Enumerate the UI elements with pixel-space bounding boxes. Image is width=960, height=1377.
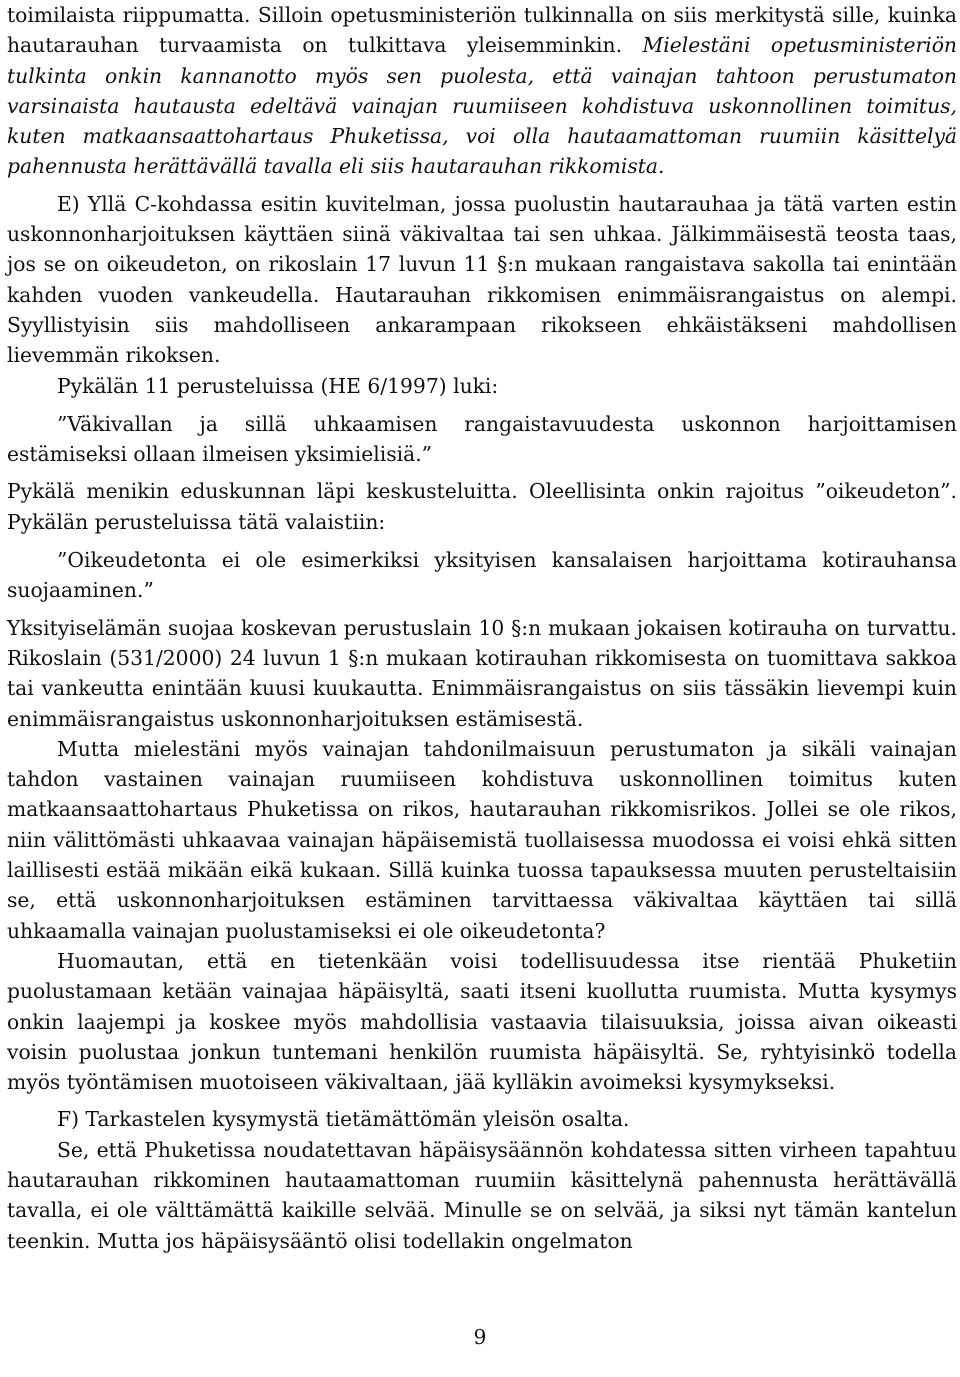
- intro-paragraph: [7, 0, 957, 182]
- intro-lead-text: toimilaista riippumatta. Silloin opetusministeriön tulkinnalla on siis merkitystä sille, kuinka hautarauhan turvaamista on tulkittava yleisemminkin.: [7, 3, 957, 58]
- section-f-heading: F) Tarkastelen kysymystä tietämättömän yleisön osalta.: [57, 1107, 630, 1132]
- page-number: 9: [473, 1325, 487, 1349]
- huomautan-paragraph: Huomautan, että en tietenkään voisi todellisuudessa itse rientää Phuketiin puolustamaan ketään vainajaa häpäisyltä, saati itseni kuollutta ruumista. Mutta kysymys onkin laajempi ja koskee myös mahdollisia vastaavia tilaisuuksia, joissa aivan oikeasti voisin puolustaa jonkun tuntemani henkilön ruumista häpäisyltä. Se, ryhtyisinkö todella myös työntämisen muotoiseen väkivaltaan, jää kylläkin avoimeksi kysymykseksi.: [7, 948, 957, 1095]
- block-quote-2: ”Oikeudetonta ei ole esimerkiksi yksityisen kansalaisen harjoittama kotirauhansa suojaaminen.”: [7, 548, 957, 603]
- after-quote-1-paragraph: Pykälä menikin eduskunnan läpi keskusteluitta. Oleellisinta onkin rajoitus ”oikeudeton”. Pykälän perusteluissa tätä valaistiin:: [7, 479, 957, 534]
- block-quote-1: ”Väkivallan ja sillä uhkaamisen rangaistavuudesta uskonnon harjoittamisen estämiseksi ollaan ilmeisen yksimielisiä.”: [7, 411, 957, 467]
- mutta-paragraph: Mutta mielestäni myös vainajan tahdonilmaisuun perustumaton ja sikäli vainajan tahdon vastainen vainajan ruumiiseen kohdistuva uskonnollinen toimitus kuten matkaansaattohartaus Phuketissa on rikos, hautarauhan rikkomisrikos. Jollei se ole rikos, niin välittömästi uhkaavaa vainajan häpäisemistä tuollaisessa muodossa ei voisi ehkä sitten laillisesti estää mikään eikä kukaan. Sillä kuinka tuossa tapauksessa muuten perusteltaisiin se, että uskonnonharjoituksen estäminen tarvittaessa väkivaltaa käyttäen tai sillä uhkaamalla vainajan puolustamiseksi ei ole oikeudetonta?: [7, 736, 957, 943]
- quote-intro: Pykälän 11 perusteluissa (HE 6/1997) luki:: [57, 373, 499, 398]
- section-e-paragraph: E) Yllä C-kohdassa esitin kuvitelman, jossa puolustin hautarauhaa ja tätä varten estin uskonnonharjoituksen käyttäen siinä väkivaltaa tai sen uhkaa. Jälkimmäisestä teosta taas, jos se on oikeudeton, on rikoslain 17 luvun 11 §:n mukaan rangaistava sakolla tai enintään kahden vuoden vankeudella. Hautarauhan rikkomisen enimmäisrangaistus on alempi. Syyllistyisin siis mahdolliseen ankarampaan rikokseen ehkäistäkseni mahdollisen lievemmän rikoksen.: [7, 191, 957, 368]
- section-f-paragraph: Se, että Phuketissa noudatettavan häpäisysäännön kohdatessa sitten virheen tapahtuu hautarauhan rikkominen hautaamattoman ruumiin käsittelynä pahennusta herättävällä tavalla, ei ole välttämättä kaikille selvää. Minulle se on selvää, ja siksi nyt tämän kantelun teenkin. Mutta jos häpäisysääntö olisi todellakin ongelmaton: [7, 1137, 957, 1253]
- after-quote-2-paragraph: Yksityiselämän suojaa koskevan perustuslain 10 §:n mukaan jokaisen kotirauha on turvattu. Rikoslain (531/2000) 24 luvun 1 §:n mukaan kotirauhan rikkomisesta on tuomittava sakkoa tai vankeutta enintään kuusi kuukautta. Enimmäisrangaistus on siis tässäkin lievempi kuin enimmäisrangaistus uskonnonharjoituksen estämisestä.: [7, 615, 957, 731]
- document-page: [7, 0, 957, 1256]
- intro-italic-text: Mielestäni opetusministeriön tulkinta onkin kannanotto myös sen puolesta, että vainajan tahtoon perustumaton varsinaista hautausta edeltävä vainajan ruumiiseen kohdistuva uskonnollinen toimitus, kuten matkaansaattohartaus Phuketissa, voi olla hautaamattoman ruumiin käsittelyä pahennusta herättävällä tavalla eli siis hautarauhan rikkomista.: [7, 33, 957, 179]
